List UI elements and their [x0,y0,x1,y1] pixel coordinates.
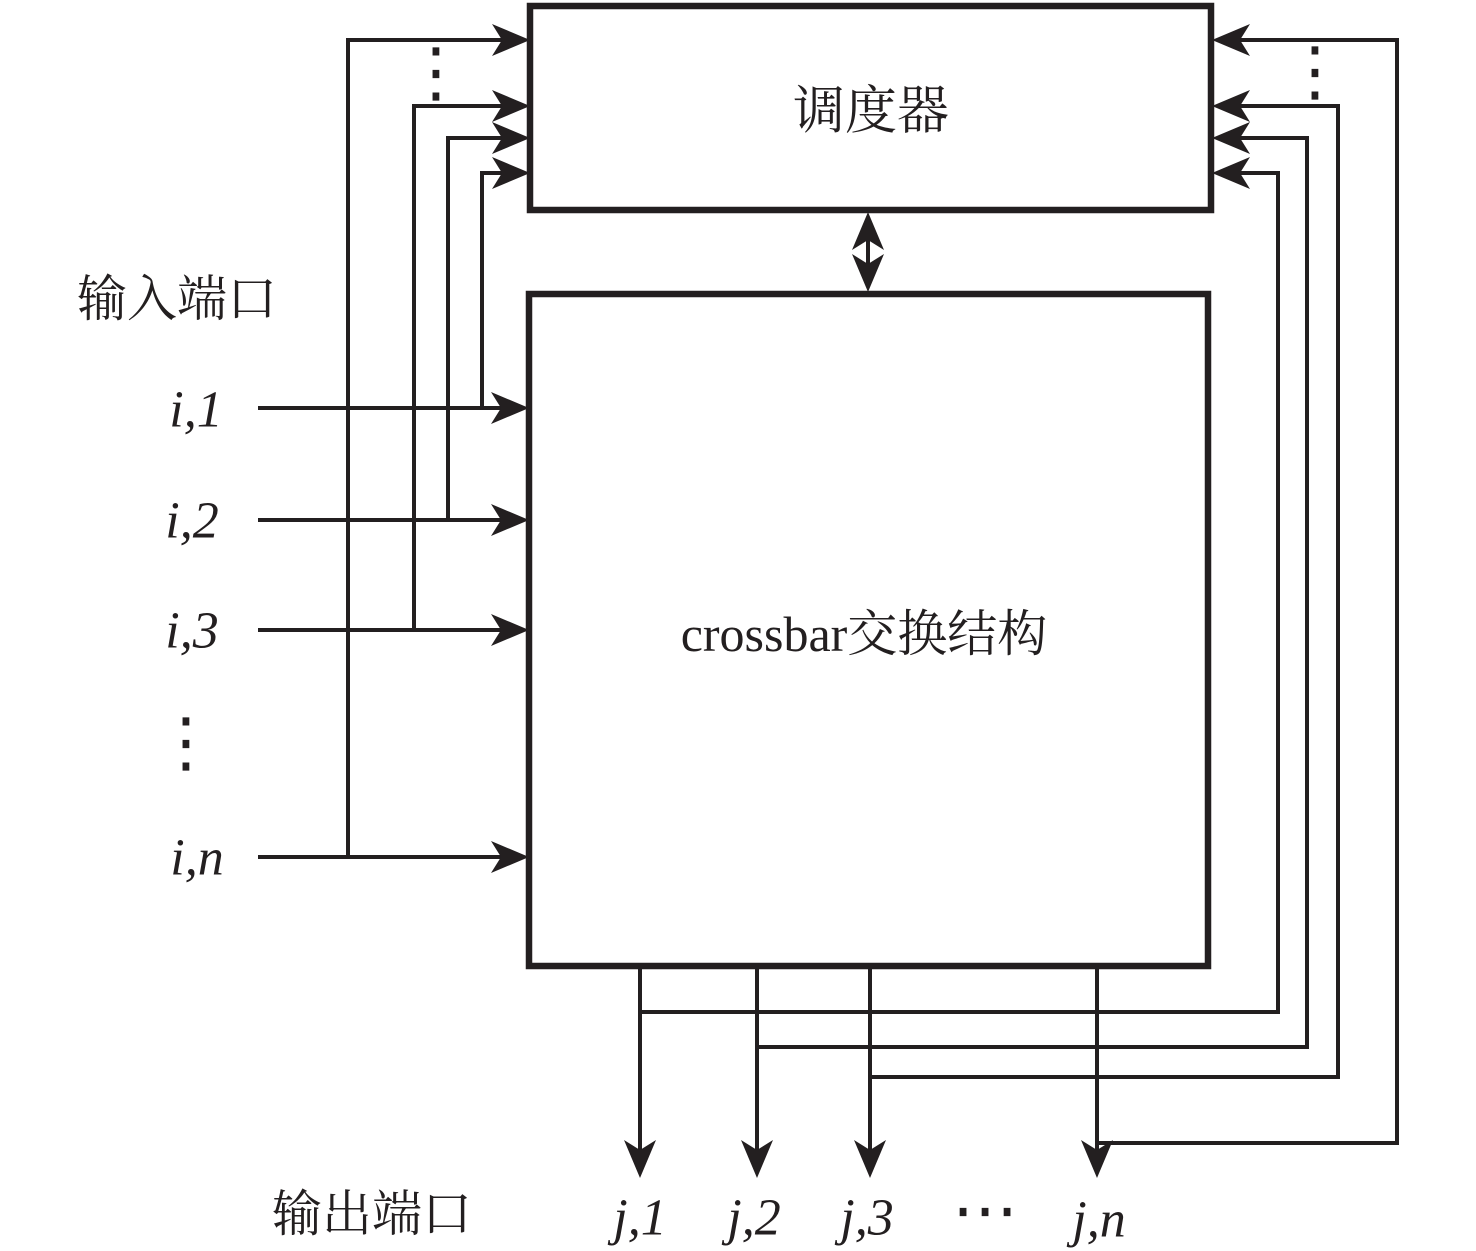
scheduler-right-links-ellipsis: ⋮ [1282,32,1348,110]
crossbar-label: crossbar交换结构 [680,606,1048,662]
output-ports-section-label: 输出端口 [272,1186,472,1242]
scheduler-left-links-ellipsis: ⋮ [403,33,469,111]
output-port-label-j3: j,3 [840,1189,894,1247]
feedback-i1-to-scheduler [482,173,502,408]
feedback-in-to-scheduler [348,40,502,857]
output-ports-ellipsis: ⋯ [952,1171,1018,1249]
feedback-i3-to-scheduler [414,106,502,630]
input-port-label-in: i,n [170,829,224,887]
output-port-label-j2: j,2 [727,1189,781,1247]
output-port-label-jn: j,n [1072,1191,1126,1249]
input-ports-section-label: 输入端口 [77,271,277,327]
scheduler-label: 调度器 [792,83,950,141]
output-port-label-j1: j,1 [613,1189,667,1247]
input-ports-ellipsis: ⋮ [153,703,219,781]
input-port-label-i3: i,3 [165,602,219,660]
input-port-label-i1: i,1 [169,381,223,439]
feedback-i2-to-scheduler [448,138,502,520]
input-port-label-i2: i,2 [165,492,219,550]
